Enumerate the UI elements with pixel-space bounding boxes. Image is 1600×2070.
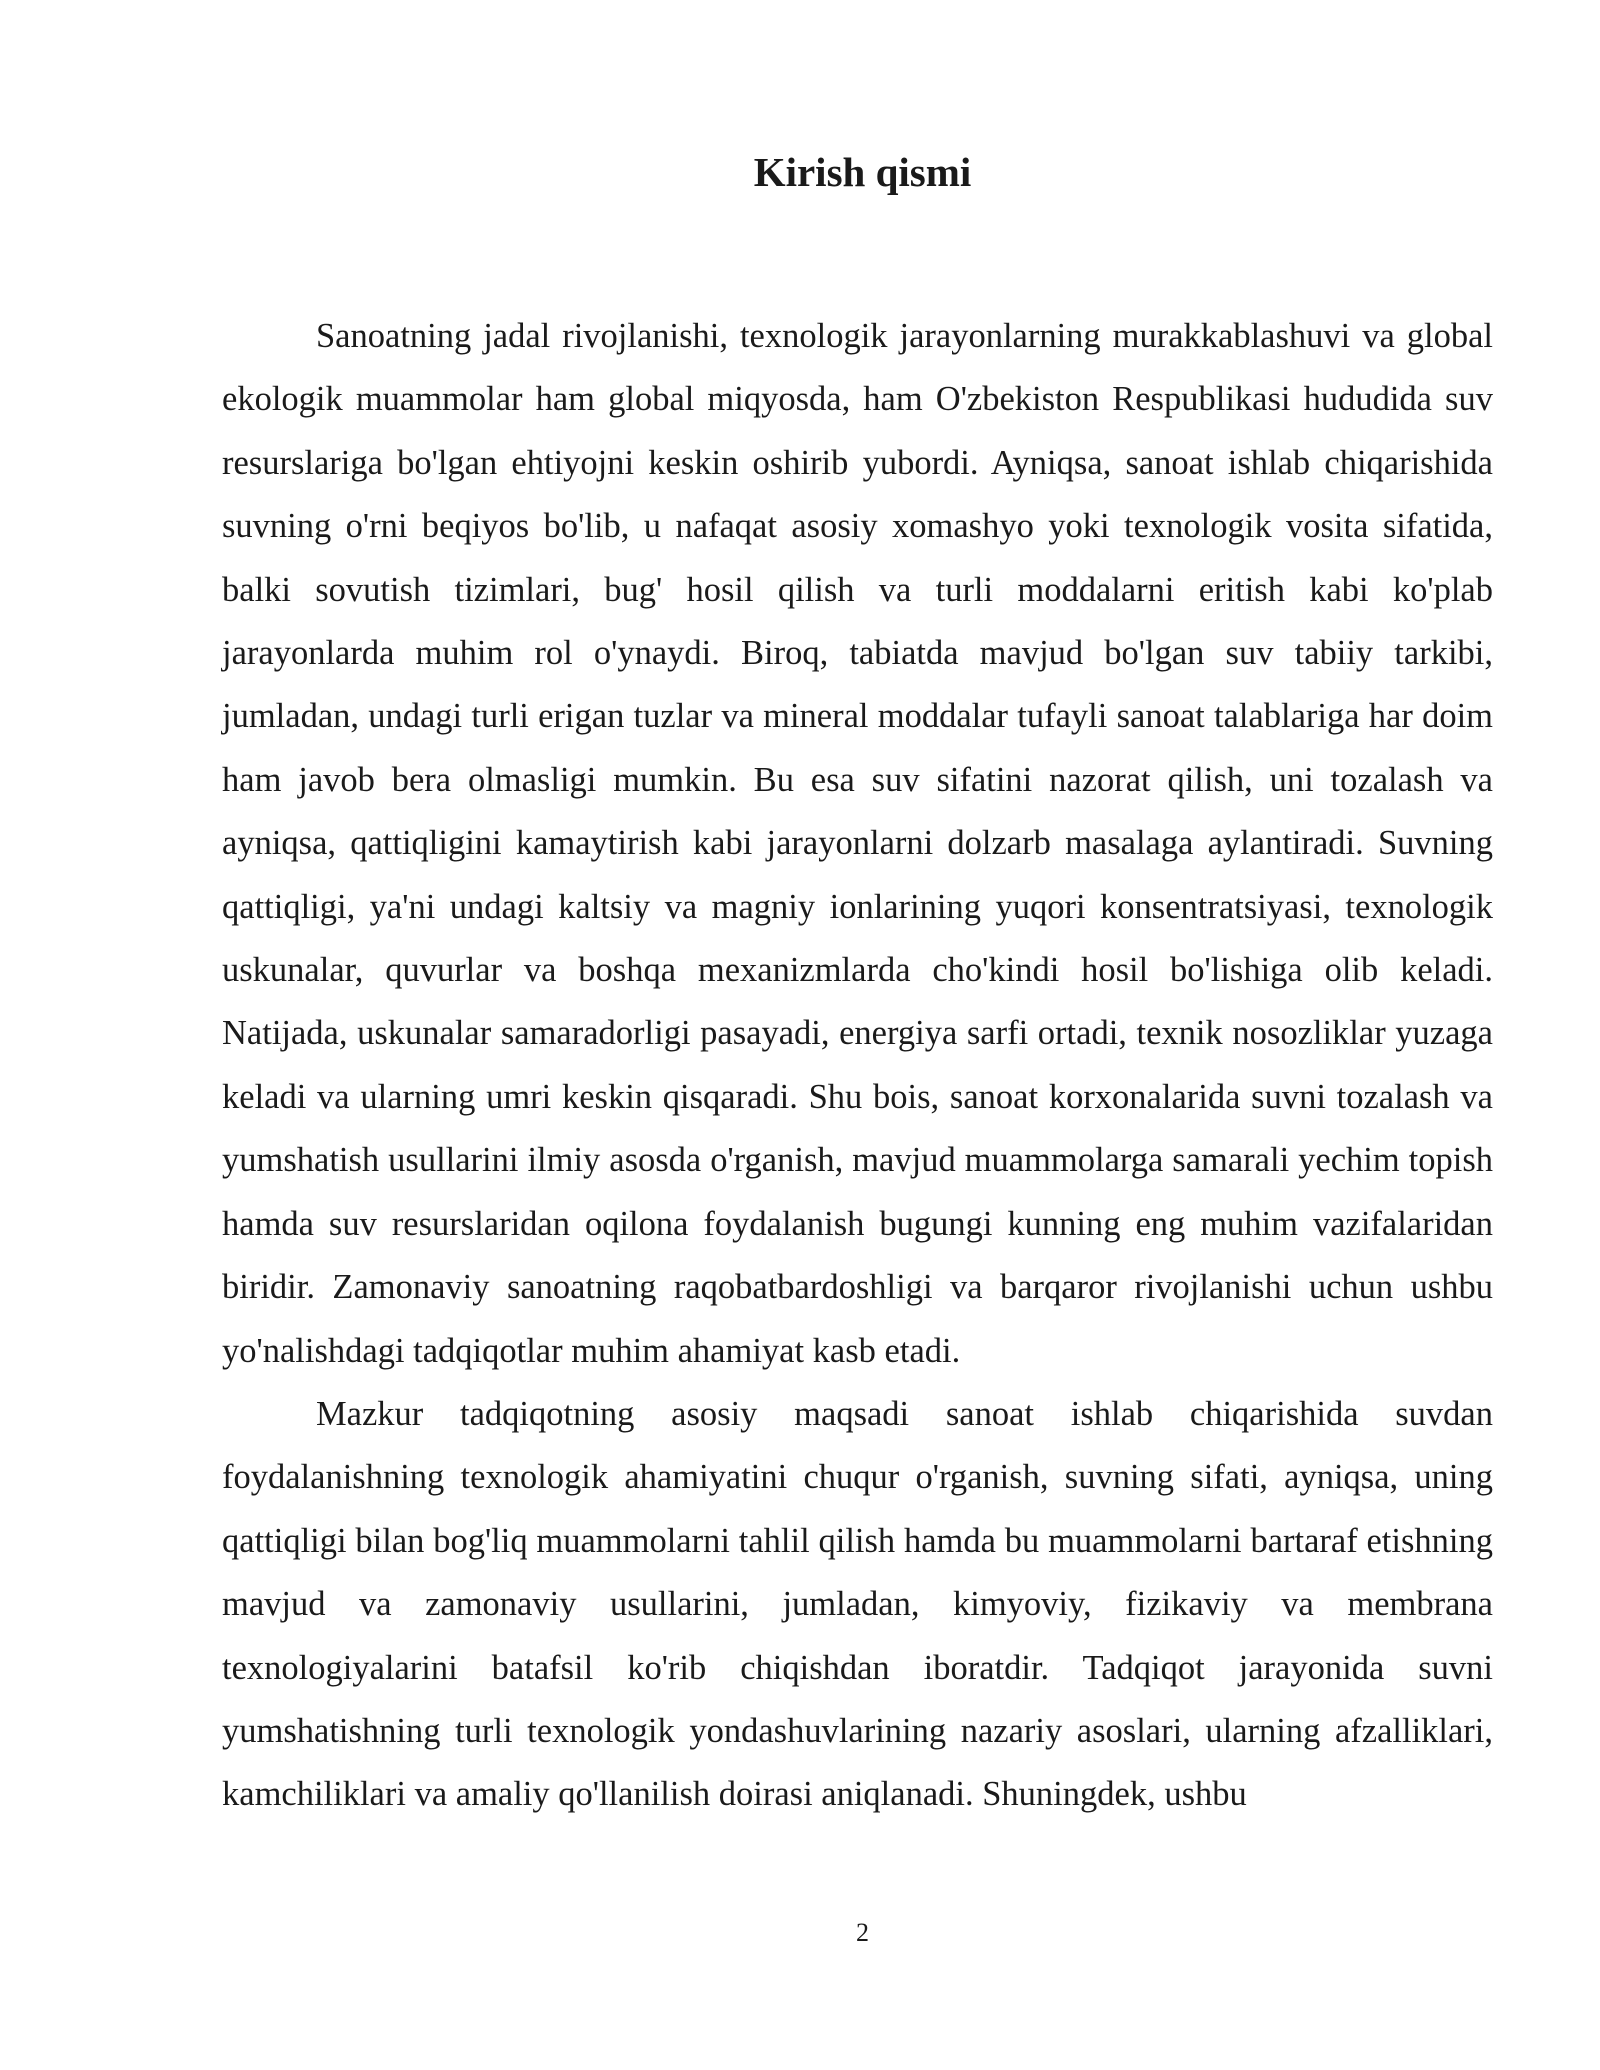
paragraph-2: Mazkur tadqiqotning asosiy maqsadi sanoat ishlab chiqarishida suvdan foydalanishning texnologik ahamiyatini chuqur o'rganish, suvning sifati, ayniqsa, uning qattiqligi bilan bog'liq muammolarni tahlil qilish hamda bu muammolarni bartaraf etishning mavjud va zamonaviy usullarini, jumladan, kimyoviy, fizikaviy va membrana texnologiyalarini batafsil ko'rib chiqishdan iboratdir. Tadqiqot jarayonida suvni yumshatishning turli texnologik yondashuvlarining nazariy asoslari, ularning afzalliklari, kamchiliklari va amaliy qo'llanilish doirasi aniqlanadi. Shuningdek, ushbu xyxy=(222,1394,1493,1814)
body-text xyxy=(222,305,1493,1827)
paragraph-1: Sanoatning jadal rivojlanishi, texnologik jarayonlarning murakkablashuvi va global ekologik muammolar ham global miqyosda, ham O'zbekiston Respublikasi hududida suv resurslariga bo'lgan ehtiyojni keskin oshirib yubordi. Ayniqsa, sanoat ishlab chiqarishida suvning o'rni beqiyos bo'lib, u nafaqat asosiy xomashyo yoki texnologik vosita sifatida, balki sovutish tizimlari, bug' hosil qilish va turli moddalarni eritish kabi ko'plab jarayonlarda muhim rol o'ynaydi. Biroq, tabiatda mavjud bo'lgan suv tabiiy tarkibi, jumladan, undagi turli erigan tuzlar va mineral moddalar tufayli sanoat talablariga har doim ham javob bera olmasligi mumkin. Bu esa suv sifatini nazorat qilish, uni tozalash va ayniqsa, qattiqligini kamaytirish kabi jarayonlarni dolzarb masalaga aylantiradi. Suvning qattiqligi, ya'ni undagi kaltsiy va magniy ionlarining yuqori konsentratsiyasi, texnologik uskunalar, quvurlar va boshqa mexanizmlarda cho'kindi hosil bo'lishiga olib keladi. Natijada, uskunalar samaradorligi pasayadi, energiya sarfi ortadi, texnik nosozliklar yuzaga keladi va ularning umri keskin qisqaradi. Shu bois, sanoat korxonalarida suvni tozalash va yumshatish usullarini ilmiy asosda o'rganish, mavjud muammolarga samarali yechim topish hamda suv resurslaridan oqilona foydalanish bugungi kunning eng muhim vazifalaridan biridir. Zamonaviy sanoatning raqobatbardoshligi va barqaror rivojlanishi uchun ushbu yo'nalishdagi tadqiqotlar muhim ahamiyat kasb etadi. xyxy=(222,317,1493,1370)
section-title: Kirish qismi xyxy=(753,149,972,195)
page-number: 2 xyxy=(856,1918,869,1947)
